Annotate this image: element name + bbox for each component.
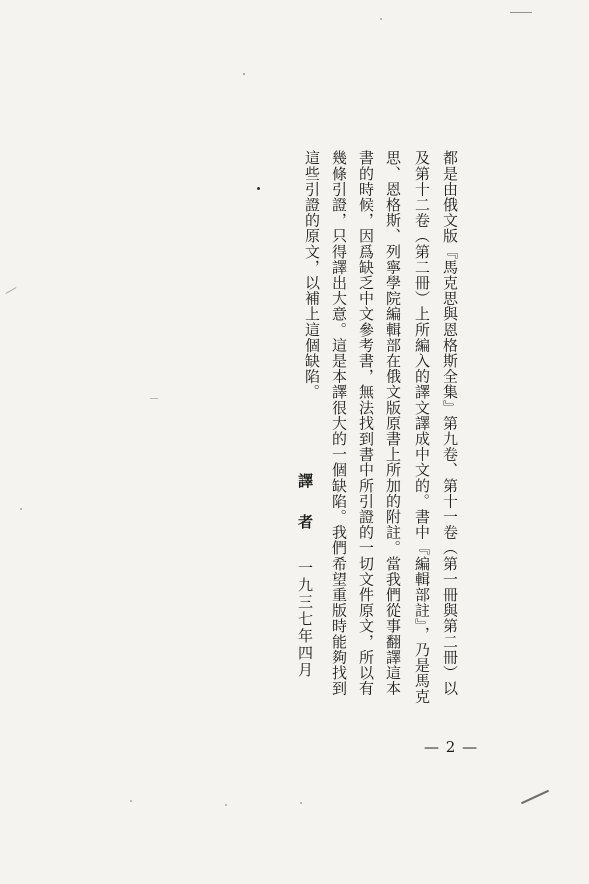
scan-speck: [521, 790, 549, 804]
scan-speck: [150, 398, 158, 399]
scan-speck: [380, 18, 382, 20]
text-column-4: 書的時候，因爲缺乏中文參考書，無法找到書中所引證的一切文件原文，所以有: [357, 150, 375, 696]
scan-speck: [20, 508, 22, 510]
scan-speck: [6, 287, 17, 294]
scan-speck: [300, 802, 302, 804]
text-column-3: 思、恩格斯、列寧學院編輯部在俄文版原書上所加的附註。當我們從事翻譯這本: [384, 150, 402, 696]
text-column-5: 幾條引證，只得譯出大意。這是本譯很大的一個缺陷。我們希望重版時能夠找到: [330, 150, 348, 696]
scan-speck: [243, 73, 245, 75]
signature-date: 一九三七年四月: [296, 560, 314, 679]
text-column-6: 這些引證的原文，以補上這個缺陷。: [303, 150, 321, 400]
text-column-2: 及第十二卷（第二冊）上所編入的譯文譯成中文的。書中『編輯部註』，乃是馬克: [413, 150, 431, 705]
signature-translator: 譯者: [296, 473, 314, 555]
scan-speck: [257, 187, 260, 190]
scan-speck: [130, 800, 132, 802]
scan-speck: [225, 804, 227, 806]
page-number: — 2 —: [424, 738, 479, 756]
scan-speck: [510, 12, 532, 13]
text-column-1: 都是由俄文版『馬克思與恩格斯全集』第九卷、第十一卷（第一冊與第二冊）以: [441, 150, 459, 696]
